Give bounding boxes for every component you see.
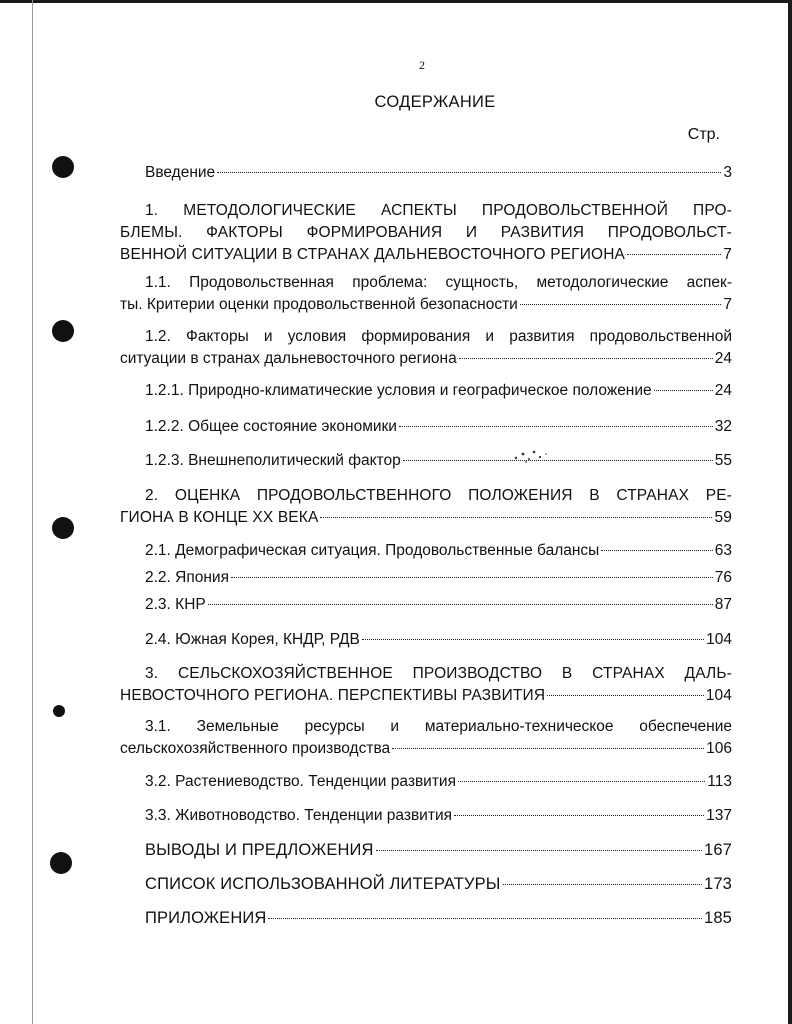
toc-entry-chapter-1[interactable] bbox=[120, 200, 732, 266]
dot-leader bbox=[362, 639, 704, 640]
toc-page-number: 7 bbox=[723, 296, 732, 313]
dot-leader bbox=[454, 815, 704, 816]
toc-entry-1-2-3[interactable] bbox=[145, 450, 732, 472]
toc-entry-intro[interactable] bbox=[145, 162, 732, 184]
toc-entry-2-3[interactable] bbox=[145, 594, 732, 616]
toc-page-number: 59 bbox=[714, 509, 732, 526]
toc-entry-chapter-3[interactable] bbox=[120, 663, 732, 707]
toc-page-number: 55 bbox=[714, 452, 732, 469]
toc-entry-2-4[interactable] bbox=[145, 629, 732, 651]
dot-leader bbox=[654, 390, 713, 391]
toc-entry-2-1[interactable] bbox=[145, 540, 732, 562]
toc-entry-text: СПИСОК ИСПОЛЬЗОВАННОЙ ЛИТЕРАТУРЫ bbox=[145, 875, 501, 893]
toc-entry-1-2-2[interactable] bbox=[145, 416, 732, 438]
scan-border-left bbox=[32, 0, 33, 1024]
toc-entry-text: 1.2.2. Общее состояние экономики bbox=[145, 418, 397, 435]
scan-border-top bbox=[0, 0, 792, 3]
toc-entry-1-2[interactable] bbox=[120, 326, 732, 370]
toc-entry-text: 3.2. Растениеводство. Тенденции развития bbox=[145, 773, 456, 790]
toc-page-number: 173 bbox=[704, 875, 732, 893]
dot-leader bbox=[627, 254, 721, 255]
toc-page-number: 76 bbox=[714, 569, 732, 586]
toc-page-number: 167 bbox=[704, 841, 732, 859]
toc-entry-3-1[interactable] bbox=[120, 716, 732, 760]
toc-page-number: 32 bbox=[714, 418, 732, 435]
toc-entry-line: 2. ОЦЕНКА ПРОДОВОЛЬСТВЕННОГО ПОЛОЖЕНИЯ В СТРАНАХ РЕ- bbox=[145, 487, 732, 504]
dot-leader bbox=[547, 695, 704, 696]
toc-entry-text: 3.3. Животноводство. Тенденции развития bbox=[145, 807, 452, 824]
dot-leader bbox=[268, 918, 702, 919]
toc-page-number: 87 bbox=[714, 596, 732, 613]
toc-entry-line: ГИОНА В КОНЦЕ XX ВЕКА bbox=[120, 509, 319, 526]
toc-entry-line: ВЕННОЙ СИТУАЦИИ В СТРАНАХ ДАЛЬНЕВОСТОЧНОГО РЕГИОНА bbox=[120, 246, 626, 263]
punch-hole bbox=[52, 156, 74, 178]
toc-entry-line: сельскохозяйственного производства bbox=[120, 740, 391, 757]
page-column-label: Стр. bbox=[687, 126, 720, 143]
toc-entry-text: ПРИЛОЖЕНИЯ bbox=[145, 909, 267, 927]
dot-leader bbox=[399, 426, 713, 427]
toc-entry-2-2[interactable] bbox=[145, 567, 732, 589]
dot-leader bbox=[520, 304, 722, 305]
toc-entry-text: 2.4. Южная Корея, КНДР, РДВ bbox=[145, 631, 360, 648]
punch-hole-mark bbox=[53, 705, 65, 717]
toc-entry-conclusions[interactable] bbox=[145, 839, 732, 861]
punch-hole bbox=[50, 852, 72, 874]
toc-page-number: 113 bbox=[707, 773, 732, 790]
punch-hole bbox=[52, 517, 74, 539]
scan-border-right bbox=[788, 0, 792, 1024]
toc-page-number: 104 bbox=[706, 631, 732, 648]
toc-entry-text: 2.2. Япония bbox=[145, 569, 229, 586]
toc-entry-line: 1. МЕТОДОЛОГИЧЕСКИЕ АСПЕКТЫ ПРОДОВОЛЬСТВЕННОЙ ПРО- bbox=[145, 202, 732, 219]
toc-entry-text: 2.1. Демографическая ситуация. Продовольственные балансы bbox=[145, 542, 600, 559]
dot-leader bbox=[392, 748, 704, 749]
punch-hole bbox=[52, 320, 74, 342]
toc-entry-line: 3.1. Земельные ресурсы и материально-техническое обеспечение bbox=[145, 718, 732, 735]
toc-entry-line: ты. Критерии оценки продовольственной безопасности bbox=[120, 296, 518, 313]
toc-entry-text: 2.3. КНР bbox=[145, 596, 206, 613]
toc-page-number: 3 bbox=[723, 164, 732, 181]
page-title: СОДЕРЖАНИЕ bbox=[374, 93, 496, 111]
dot-leader bbox=[376, 850, 702, 851]
toc-entry-appendices[interactable] bbox=[145, 907, 732, 929]
toc-entry-references[interactable] bbox=[145, 873, 732, 895]
toc-entry-3-2[interactable] bbox=[145, 771, 732, 793]
toc-entry-text: ВЫВОДЫ И ПРЕДЛОЖЕНИЯ bbox=[145, 841, 374, 859]
toc-page-number: 185 bbox=[704, 909, 732, 927]
toc-entry-1-1[interactable] bbox=[120, 272, 732, 316]
toc-page-number: 24 bbox=[714, 382, 732, 399]
dot-leader bbox=[217, 172, 721, 173]
dot-leader bbox=[208, 604, 713, 605]
toc-entry-text: Введение bbox=[145, 164, 216, 181]
toc-entry-line: 3. СЕЛЬСКОХОЗЯЙСТВЕННОЕ ПРОИЗВОДСТВО В СТРАНАХ ДАЛЬ- bbox=[145, 665, 732, 682]
dot-leader bbox=[320, 517, 712, 518]
toc-page-number: 7 bbox=[723, 246, 732, 263]
toc-page-number: 24 bbox=[714, 350, 732, 367]
toc-page-number: 137 bbox=[706, 807, 732, 824]
toc-entry-text: 1.2.1. Природно-климатические условия и географическое положение bbox=[145, 382, 652, 399]
toc-entry-line: БЛЕМЫ. ФАКТОРЫ ФОРМИРОВАНИЯ И РАЗВИТИЯ ПРОДОВОЛЬСТ- bbox=[120, 224, 732, 241]
toc-entry-line: НЕВОСТОЧНОГО РЕГИОНА. ПЕРСПЕКТИВЫ РАЗВИТИЯ bbox=[120, 687, 546, 704]
dot-leader bbox=[503, 884, 702, 885]
dot-leader bbox=[601, 550, 712, 551]
dot-leader bbox=[231, 577, 713, 578]
toc-entry-1-2-1[interactable] bbox=[145, 380, 732, 402]
toc-page-number: 63 bbox=[714, 542, 732, 559]
dot-leader bbox=[403, 460, 713, 461]
toc-entry-text: 1.2.3. Внешнеполитический фактор bbox=[145, 452, 401, 469]
page-number: 2 bbox=[419, 58, 425, 72]
dot-leader bbox=[459, 358, 713, 359]
toc-entry-3-3[interactable] bbox=[145, 805, 732, 827]
toc-page-number: 106 bbox=[706, 740, 732, 757]
dot-leader bbox=[458, 781, 705, 782]
toc-entry-line: 1.2. Факторы и условия формирования и развития продовольственной bbox=[145, 328, 732, 345]
toc-page-number: 104 bbox=[705, 687, 732, 704]
toc-entry-line: 1.1. Продовольственная проблема: сущность, методологические аспек- bbox=[145, 274, 732, 291]
toc-entry-chapter-2[interactable] bbox=[120, 485, 732, 529]
toc-entry-line: ситуации в странах дальневосточного региона bbox=[120, 350, 457, 367]
